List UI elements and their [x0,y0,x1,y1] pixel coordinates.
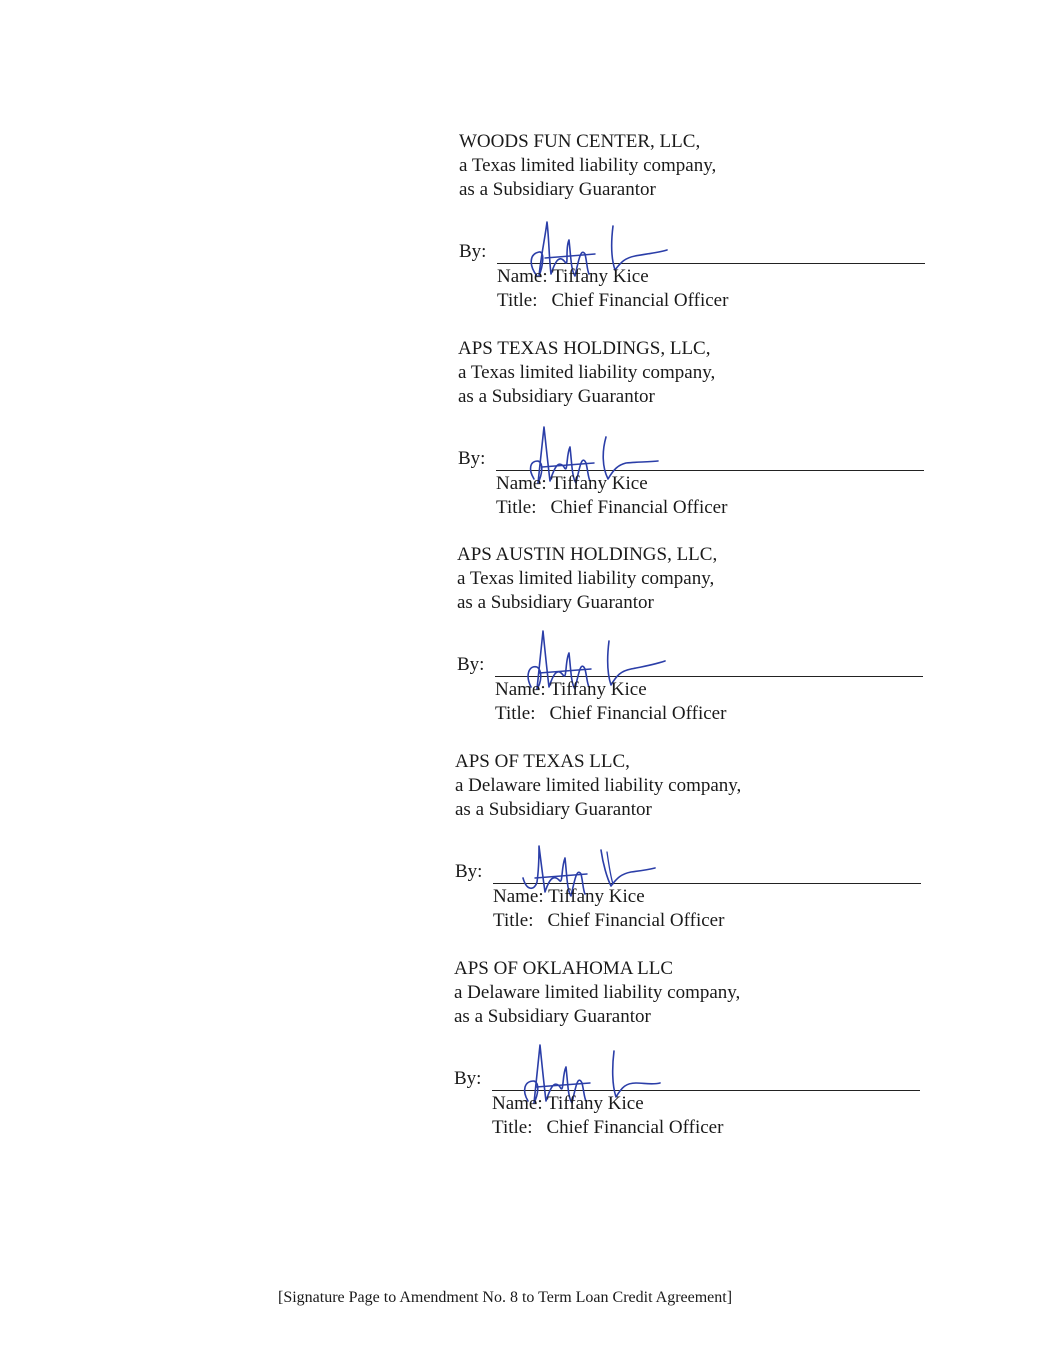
by-label: By: [459,241,487,262]
signatory-title [497,289,728,313]
signatory-name [497,265,649,289]
signatory-name [492,1092,644,1116]
name-label: Name: [492,1093,543,1114]
title-label: Title: [497,290,538,311]
company-name: APS AUSTIN HOLDINGS, LLC, [457,544,718,565]
guarantor-role: as a Subsidiary Guarantor [459,179,656,200]
signatory-title [493,909,724,933]
guarantor-role: as a Subsidiary Guarantor [455,799,652,820]
title-value: Chief Financial Officer [547,910,725,931]
title-label: Title: [496,497,537,518]
signature-block-aps-texas-holdings [458,337,938,532]
name-label: Name: [496,473,547,494]
company-description: a Delaware limited liability company, [455,775,742,796]
company-description: a Texas limited liability company, [457,568,715,589]
company-name: WOODS FUN CENTER, LLC, [459,131,701,152]
company-description: a Texas limited liability company, [458,362,716,383]
by-label: By: [458,448,486,469]
by-label: By: [455,861,483,882]
signatory-name [493,885,645,909]
company-name: APS OF OKLAHOMA LLC [454,958,674,979]
company-name: APS OF TEXAS LLC, [455,751,630,772]
name-value: Tiffany Kice [547,1093,644,1114]
signature-block-aps-of-oklahoma [454,957,934,1152]
signatory-name [495,678,647,702]
name-value: Tiffany Kice [548,886,645,907]
company-description: a Texas limited liability company, [459,155,717,176]
signature-block-woods-fun-center [459,130,939,325]
signature-block-aps-of-texas [455,750,935,945]
guarantor-role: as a Subsidiary Guarantor [454,1006,651,1027]
name-value: Tiffany Kice [551,473,648,494]
signatory-title [495,702,726,726]
name-label: Name: [493,886,544,907]
title-value: Chief Financial Officer [546,1117,724,1138]
title-value: Chief Financial Officer [549,703,727,724]
signature-block-aps-austin-holdings [457,543,937,738]
name-value: Tiffany Kice [550,679,647,700]
page-footer: [Signature Page to Amendment No. 8 to Term Loan Credit Agreement] [278,1289,733,1306]
name-label: Name: [495,679,546,700]
name-label: Name: [497,266,548,287]
name-value: Tiffany Kice [552,266,649,287]
title-value: Chief Financial Officer [551,290,729,311]
signatory-title [496,496,727,520]
company-name: APS TEXAS HOLDINGS, LLC, [458,338,711,359]
by-label: By: [454,1068,482,1089]
title-label: Title: [495,703,536,724]
by-label: By: [457,654,485,675]
signatory-name [496,472,648,496]
company-description: a Delaware limited liability company, [454,982,741,1003]
title-label: Title: [493,910,534,931]
signatory-title [492,1116,723,1140]
title-value: Chief Financial Officer [550,497,728,518]
guarantor-role: as a Subsidiary Guarantor [458,386,655,407]
guarantor-role: as a Subsidiary Guarantor [457,592,654,613]
title-label: Title: [492,1117,533,1138]
